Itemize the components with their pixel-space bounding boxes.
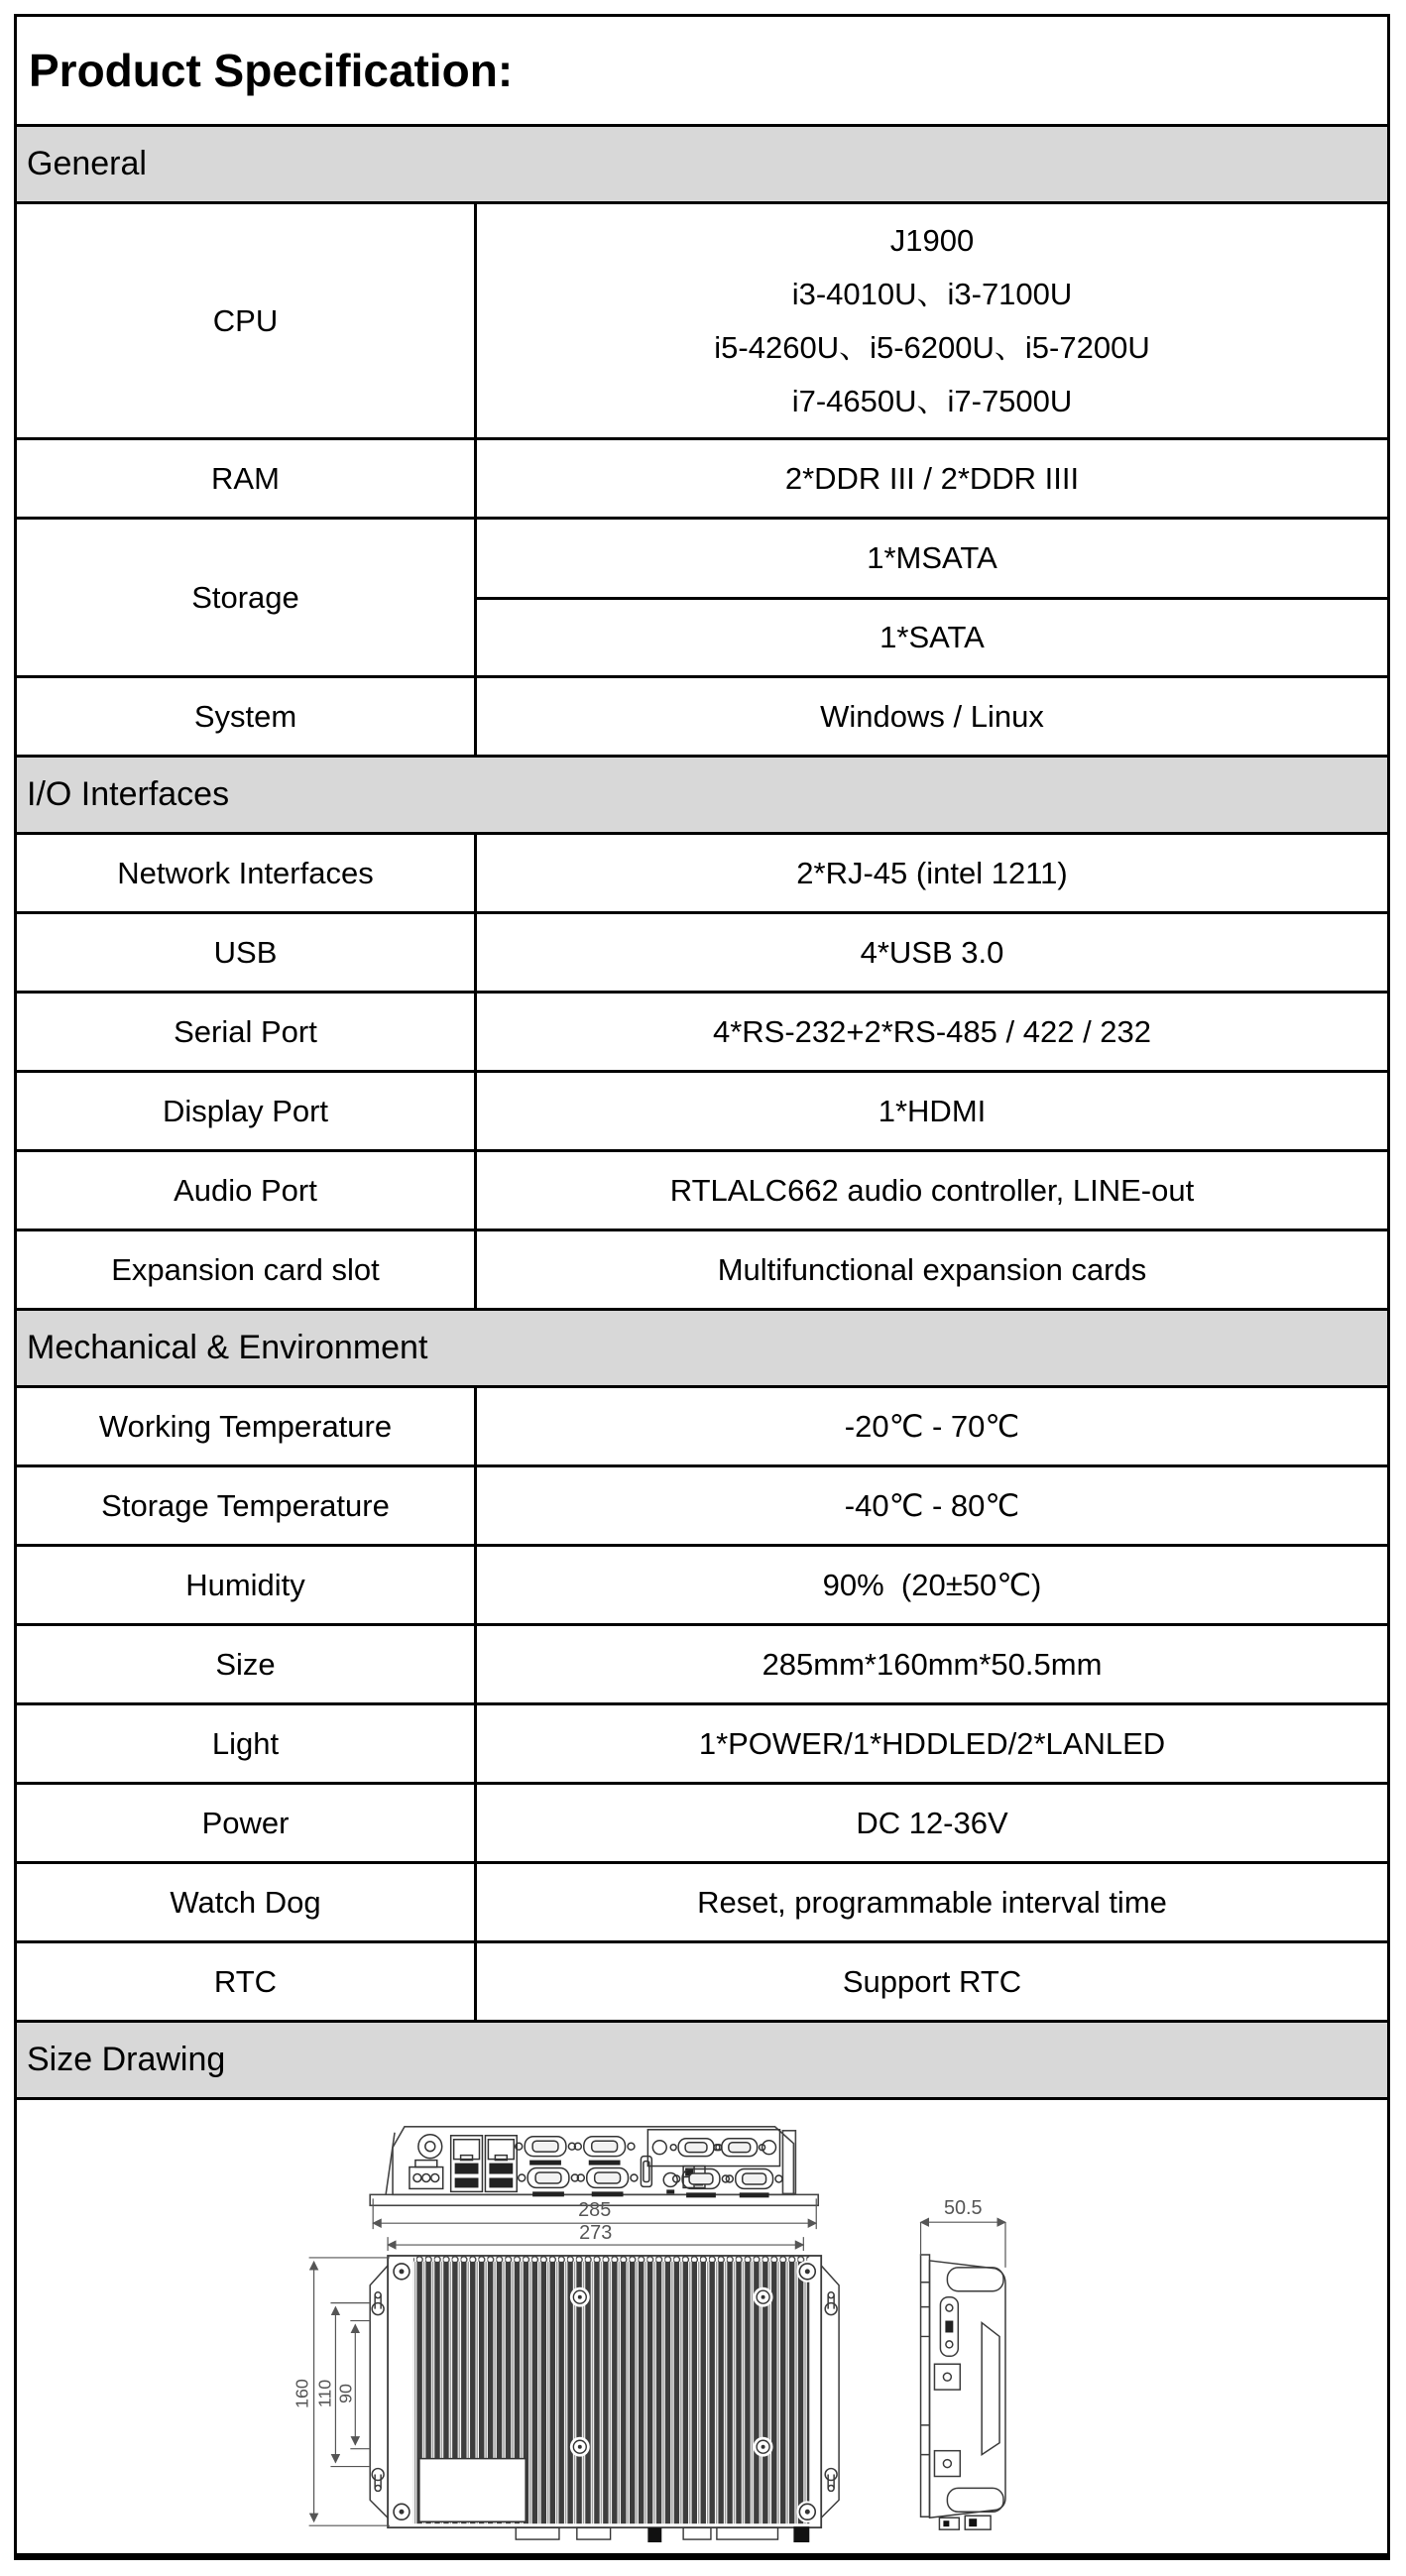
row-label-power: Power — [17, 1785, 477, 1861]
row-label-serial: Serial Port — [17, 994, 477, 1070]
row-value-watchdog: Reset, programmable interval time — [697, 1884, 1167, 1920]
row-label-rtc: RTC — [17, 1943, 477, 2020]
section-header-mech: Mechanical & Environment — [17, 1308, 1387, 1385]
row-value-light: 1*POWER/1*HDDLED/2*LANLED — [698, 1725, 1166, 1761]
row-label-light: Light — [17, 1705, 477, 1782]
table-row-working-temp — [17, 1385, 1387, 1464]
row-value-working-temp: -20℃ - 70℃ — [844, 1408, 1020, 1444]
db9-connector-icon — [519, 2168, 579, 2197]
db9-connector-icon — [516, 2137, 576, 2166]
mounting-ear-right — [821, 2266, 839, 2517]
hdmi-port-icon — [641, 2157, 651, 2187]
row-value-audio: RTLALC662 audio controller, LINE-out — [669, 1172, 1195, 1208]
table-row-usb — [17, 911, 1387, 991]
terminal-block-icon — [410, 2161, 443, 2189]
section-header-general: General — [17, 124, 1387, 201]
row-label-watchdog: Watch Dog — [17, 1864, 477, 1940]
row-value-ram: 2*DDR III / 2*DDR IIII — [784, 460, 1080, 496]
row-value-storage-temp: -40℃ - 80℃ — [844, 1487, 1020, 1523]
top-view — [370, 2254, 839, 2542]
power-jack-icon — [418, 2135, 442, 2159]
table-row-system — [17, 675, 1387, 755]
storage-value-sata: 1*SATA — [477, 597, 1387, 675]
row-value-network: 2*RJ-45 (intel 1211) — [796, 855, 1068, 890]
db9-connector-icon — [673, 2169, 730, 2198]
db9-connector-icon — [574, 2137, 635, 2166]
table-row-ram — [17, 437, 1387, 517]
db9-connector-icon — [577, 2168, 638, 2197]
cpu-line: i7-4650U、i7-7500U — [791, 383, 1073, 418]
table-row-watchdog — [17, 1861, 1387, 1940]
bottom-connectors — [516, 2526, 809, 2542]
row-label-ram: RAM — [17, 440, 477, 517]
dim-label-90: 90 — [335, 2384, 356, 2404]
table-row-display — [17, 1070, 1387, 1149]
row-value-expansion: Multifunctional expansion cards — [717, 1251, 1147, 1287]
cpu-line: i5-4260U、i5-6200U、i5-7200U — [714, 329, 1150, 365]
row-label-usb: USB — [17, 914, 477, 991]
rj45-usb-stack-icon — [485, 2136, 517, 2192]
row-value-rtc: Support RTC — [842, 1963, 1022, 1999]
storage-values — [477, 520, 1387, 675]
row-value-display: 1*HDMI — [878, 1093, 987, 1128]
dim-label-110: 110 — [314, 2379, 335, 2408]
size-drawing-figure — [17, 2100, 1387, 2553]
side-view — [921, 2255, 1005, 2529]
dim-label-50-5: 50.5 — [943, 2197, 983, 2220]
table-row-serial — [17, 991, 1387, 1070]
table-row-light — [17, 1702, 1387, 1782]
label-plate — [419, 2459, 526, 2522]
table-row-rtc — [17, 1940, 1387, 2020]
dim-label-160: 160 — [292, 2379, 312, 2408]
page-title: Product Specification: — [29, 45, 514, 96]
row-label-storage-temp: Storage Temperature — [17, 1467, 477, 1544]
row-label-humidity: Humidity — [17, 1547, 477, 1623]
row-value-usb: 4*USB 3.0 — [860, 934, 1004, 970]
row-label-size: Size — [17, 1626, 477, 1702]
row-value-power: DC 12-36V — [856, 1805, 1008, 1840]
section-header-io: I/O Interfaces — [17, 755, 1387, 832]
table-row-cpu — [17, 201, 1387, 437]
db9-connector-icon — [714, 2139, 765, 2157]
storage-value-msata: 1*MSATA — [867, 540, 997, 576]
table-row-storage-temp — [17, 1464, 1387, 1544]
dim-label-285: 285 — [578, 2199, 612, 2222]
cpu-line: J1900 — [889, 222, 975, 258]
rj45-usb-stack-icon — [451, 2136, 483, 2192]
spec-table — [14, 14, 1390, 2560]
dim-label-273: 273 — [579, 2222, 613, 2245]
table-row-humidity — [17, 1544, 1387, 1623]
table-row-audio — [17, 1149, 1387, 1229]
size-drawing-cell — [17, 2097, 1387, 2553]
row-value-size: 285mm*160mm*50.5mm — [762, 1646, 1103, 1682]
row-label-storage: Storage — [17, 520, 477, 675]
row-label-system: System — [17, 678, 477, 755]
row-value-humidity: 90% (20±50℃) — [822, 1567, 1042, 1602]
row-label-working-temp: Working Temperature — [17, 1388, 477, 1464]
row-value-system: Windows / Linux — [820, 698, 1044, 734]
table-row-network — [17, 832, 1387, 911]
table-row-power — [17, 1782, 1387, 1861]
table-row-storage — [17, 517, 1387, 675]
row-label-audio: Audio Port — [17, 1152, 477, 1229]
row-label-display: Display Port — [17, 1073, 477, 1149]
db9-connector-icon — [726, 2169, 782, 2198]
table-row-size — [17, 1623, 1387, 1702]
row-value-cpu — [477, 204, 1387, 437]
row-label-cpu: CPU — [17, 204, 477, 437]
section-header-size-drawing: Size Drawing — [17, 2020, 1387, 2097]
table-row-expansion — [17, 1229, 1387, 1308]
row-label-expansion: Expansion card slot — [17, 1231, 477, 1308]
row-label-network: Network Interfaces — [17, 835, 477, 911]
cpu-line: i3-4010U、i3-7100U — [791, 276, 1073, 311]
row-value-serial: 4*RS-232+2*RS-485 / 422 / 232 — [712, 1013, 1152, 1049]
mounting-ear-left — [370, 2266, 388, 2517]
rear-panel-ports — [410, 2130, 782, 2198]
